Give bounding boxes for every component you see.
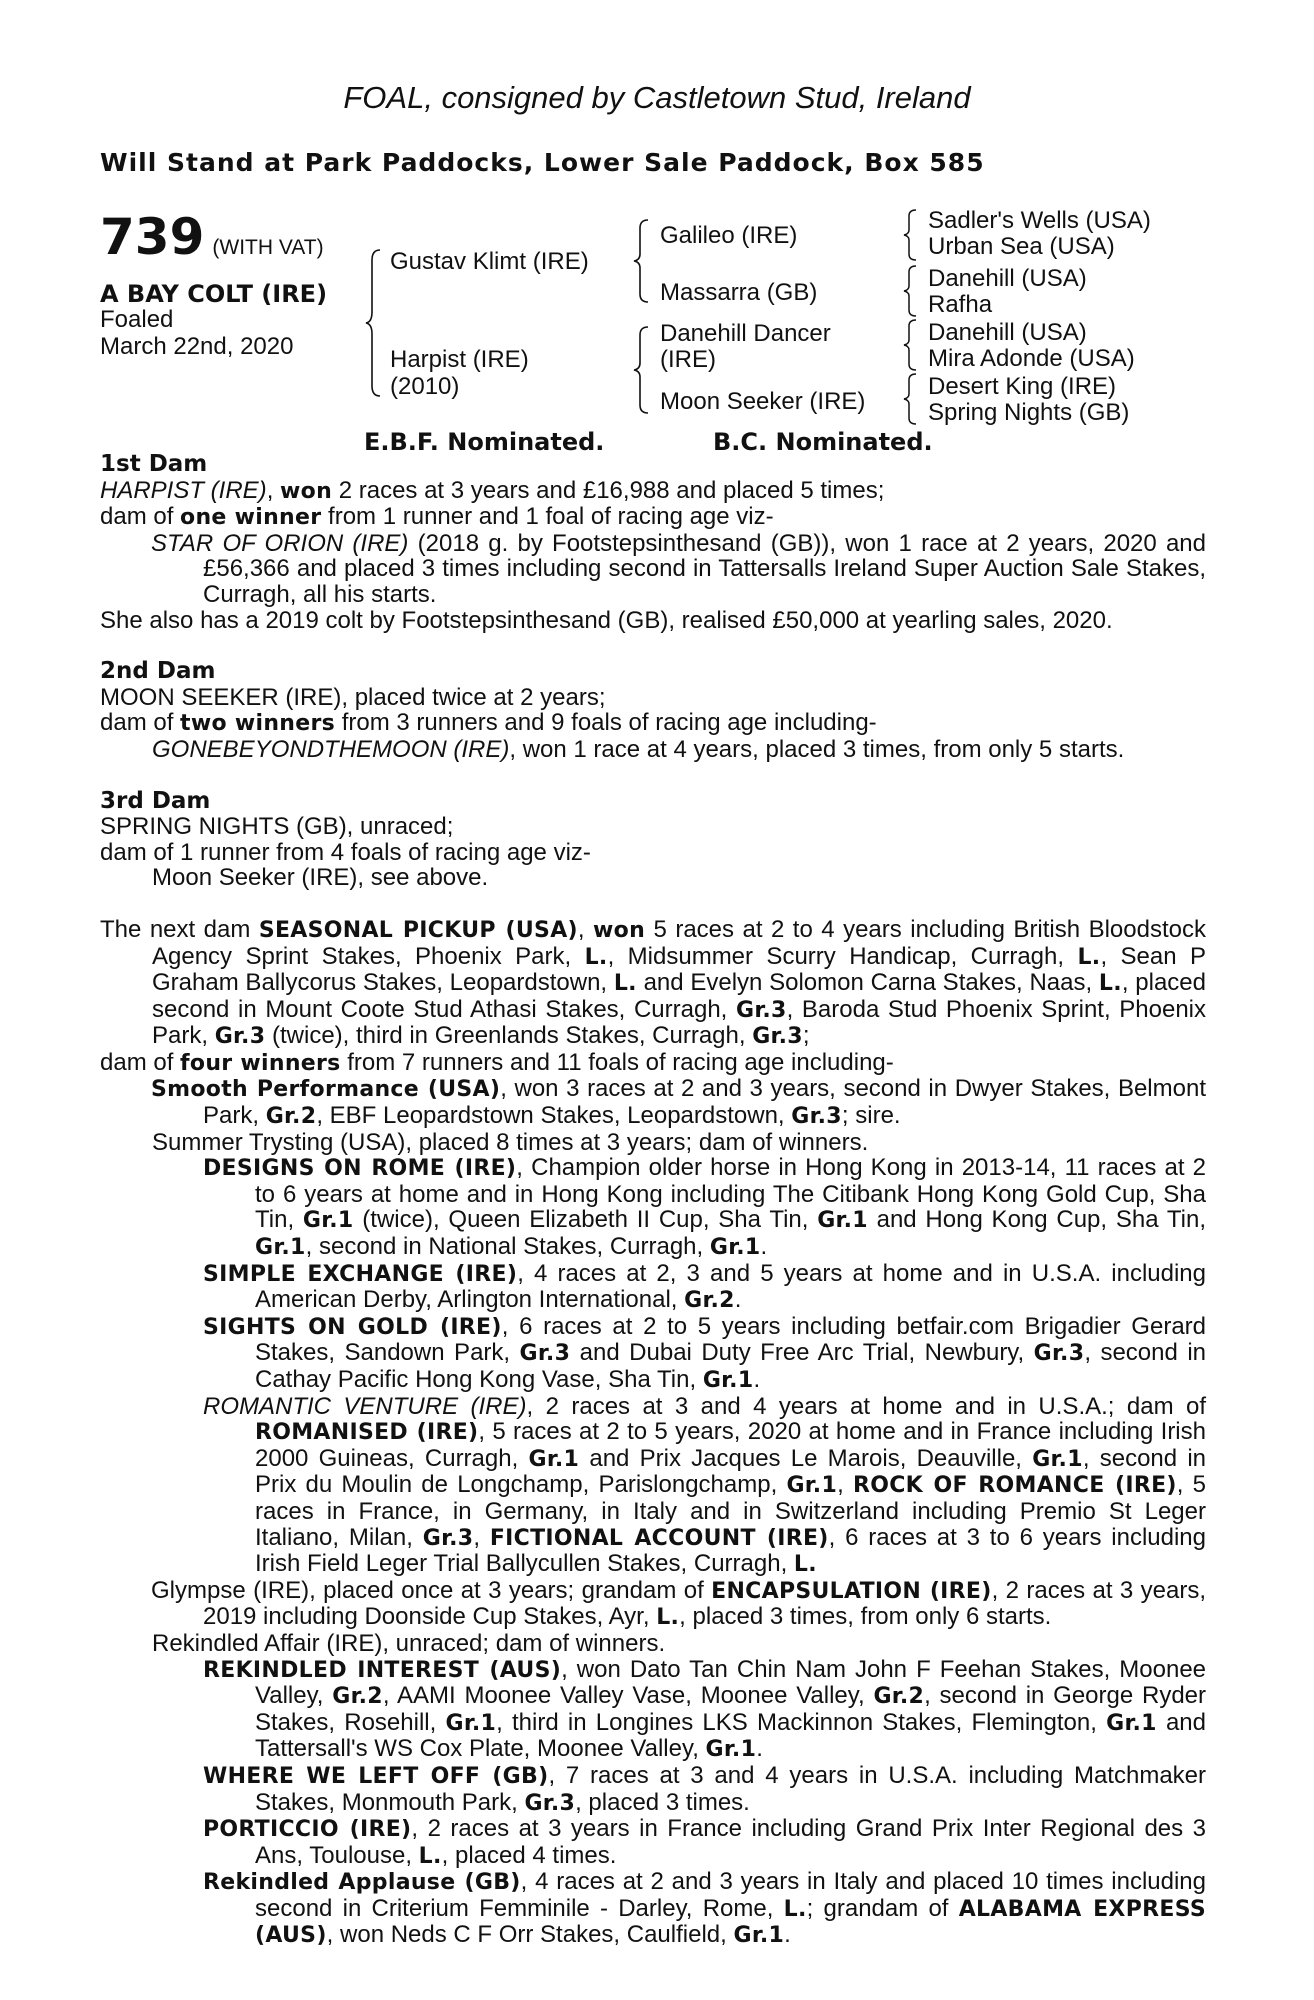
bc-nominated: B.C. Nominated. — [713, 428, 933, 456]
foaled-label: Foaled — [100, 306, 174, 333]
produce-smooth-performance: Smooth Performance (USA), won 3 races at 2 and 3 years, second in Dwyer Stakes, Belmont Park, Gr.2, EBF Leopardstown Stakes, Leopardstown, Gr.3; sire. — [151, 1075, 1206, 1130]
next-dam-produce: dam of four winners from 7 runners and 11 foals of racing age including- — [100, 1048, 894, 1076]
second-dam-line: MOON SEEKER (IRE), placed twice at 2 years; — [100, 683, 606, 711]
pedigree-dam-sire-line2: (IRE) — [660, 346, 716, 373]
produce-where-we-left-off: WHERE WE LEFT OFF (GB), 7 races at 3 and 4 years in U.S.A. including Matchmaker Stakes, Monmouth Park, Gr.3, placed 3 times. — [203, 1761, 1207, 1816]
pedigree-dam-line2: (2010) — [390, 373, 460, 400]
produce-summer-trysting: Summer Trysting (USA), placed 8 times at 3 years; dam of winners. — [152, 1128, 869, 1156]
second-dam-foal: GONEBEYONDTHEMOON (IRE), won 1 race at 4 years, placed 3 times, from only 5 starts. — [152, 735, 1125, 763]
first-dam-heading: 1st Dam — [100, 451, 208, 477]
gg4-brace — [902, 372, 920, 426]
produce-designs-on-rome: DESIGNS ON ROME (IRE), Champion older horse in Hong Kong in 2013-14, 11 races at 2 to 6 years at home and in Hong Kong including The Citibank Hong Kong Gold Cup, Sha Tin, Gr.1 (twice), Queen Elizabeth II Cup, Sha Tin, Gr.1 and Hong Kong Cup, Sha Tin, Gr.1, second in National Stakes, Curragh, Gr.1. — [203, 1154, 1206, 1261]
produce-rekindled-interest: REKINDLED INTEREST (AUS), won Dato Tan Chin Nam John F Feehan Stakes, Moonee Valley, Gr.2, AAMI Moonee Valley Vase, Moonee Valley, Gr.2, second in George Ryder Stakes, Rosehill, Gr.1, third in Longines LKS Mackinnon Stakes, Flemington, Gr.1 and Tattersall's WS Cox Plate, Moonee Valley, Gr.1. — [203, 1655, 1207, 1763]
pedigree-gg3b: Mira Adonde (USA) — [928, 345, 1135, 372]
produce-record — [100, 452, 1206, 1949]
lot-number: 739 — [100, 208, 205, 266]
gg1-brace — [902, 208, 920, 262]
gg3-brace — [902, 318, 920, 372]
produce-rekindled-affair: Rekindled Affair (IRE), unraced; dam of winners. — [152, 1629, 666, 1657]
pedigree-gg4b: Spring Nights (GB) — [928, 399, 1130, 426]
pedigree-dam-line1: Harpist (IRE) — [390, 346, 529, 373]
produce-simple-exchange: SIMPLE EXCHANGE (IRE), 4 races at 2, 3 and 5 years at home and in U.S.A. including American Derby, Arlington International, Gr.2. — [203, 1259, 1206, 1314]
pedigree-gg2a: Danehill (USA) — [928, 265, 1087, 292]
pedigree-dam-dam: Moon Seeker (IRE) — [660, 388, 866, 415]
produce-rekindled-applause: Rekindled Applause (GB), 4 races at 2 and 3 years in Italy and placed 10 times including second in Criterium Femminile - Darley, Rome, L.; grandam of ALABAMA EXPRESS (AUS), won Neds C F Orr Stakes, Caulfield, Gr.1. — [203, 1868, 1206, 1949]
vat-label: (WITH VAT) — [212, 236, 324, 259]
pedigree-sire-sire: Galileo (IRE) — [660, 222, 798, 249]
foaled-date: March 22nd, 2020 — [100, 333, 294, 360]
stand-location: Will Stand at Park Paddocks, Lower Sale Paddock, Box 585 — [100, 148, 985, 177]
produce-glympse: Glympse (IRE), placed once at 3 years; grandam of ENCAPSULATION (IRE), 2 races at 3 years, 2019 including Doonside Cup Stakes, Ayr, L., placed 3 times, from only 6 starts. — [151, 1576, 1206, 1631]
ebf-nominated: E.B.F. Nominated. — [364, 428, 605, 456]
pedigree-gg2b: Rafha — [928, 291, 993, 318]
page-title: FOAL, consigned by Castletown Stud, Ireland — [343, 80, 971, 115]
lot-name: A BAY COLT (IRE) — [100, 280, 328, 308]
sire-dam-brace — [364, 248, 384, 398]
third-dam-foal: Moon Seeker (IRE), see above. — [152, 864, 489, 892]
second-dam-produce: dam of two winners from 3 runners and 9 foals of racing age including- — [100, 709, 877, 737]
third-dam-heading: 3rd Dam — [100, 787, 211, 814]
gg2-brace — [902, 264, 920, 318]
pedigree-gg1b: Urban Sea (USA) — [928, 233, 1115, 260]
pedigree-gg4a: Desert King (IRE) — [928, 373, 1117, 400]
lot-number-block — [100, 208, 324, 266]
first-dam-note: She also has a 2019 colt by Footstepsinthesand (GB), realised £50,000 at yearling sales, 2020. — [100, 606, 1113, 634]
first-dam-produce: dam of one winner from 1 runner and 1 foal of racing age viz- — [100, 503, 774, 531]
dam-brace — [632, 325, 652, 415]
sire-brace — [632, 218, 652, 304]
first-dam-foal: STAR OF ORION (IRE) (2018 g. by Footstepsinthesand (GB)), won 1 race at 2 years, 2020 and £56,366 and placed 3 times including second in Tattersalls Ireland Super Auction Sale Stakes, Curragh, all his starts. — [151, 529, 1206, 608]
first-dam-line: HARPIST (IRE), won 2 races at 3 years and £16,988 and placed 5 times; — [100, 476, 885, 504]
pedigree-sire: Gustav Klimt (IRE) — [390, 248, 589, 275]
pedigree-gg1a: Sadler's Wells (USA) — [928, 207, 1151, 234]
pedigree-dam-sire-line1: Danehill Dancer — [660, 320, 831, 347]
third-dam-produce: dam of 1 runner from 4 foals of racing age viz- — [100, 838, 591, 866]
produce-romantic-venture: ROMANTIC VENTURE (IRE), 2 races at 3 and 4 years at home and in U.S.A.; dam of ROMANISED (IRE), 5 races at 2 to 5 years, 2020 at home and in France including Irish 2000 Guineas, Curragh, Gr.1 and Prix Jacques Le Marois, Deauville, Gr.1, second in Prix du Moulin de Longchamp, Parislongchamp, Gr.1, ROCK OF ROMANCE (IRE), 5 races in France, in Germany, in Italy and in Switzerland including Premio St Leger Italiano, Milan, Gr.3, FICTIONAL ACCOUNT (IRE), 6 races at 3 to 6 years including Irish Field Leger Trial Ballycullen Stakes, Curragh, L. — [203, 1392, 1207, 1578]
pedigree-gg3a: Danehill (USA) — [928, 319, 1087, 346]
produce-sights-on-gold: SIGHTS ON GOLD (IRE), 6 races at 2 to 5 years including betfair.com Brigadier Gerard Stakes, Sandown Park, Gr.3 and Dubai Duty Free Arc Trial, Newbury, Gr.3, second in Cathay Pacific Hong Kong Vase, Sha Tin, Gr.1. — [203, 1312, 1207, 1393]
pedigree-sire-dam: Massarra (GB) — [660, 279, 818, 306]
second-dam-heading: 2nd Dam — [100, 658, 216, 685]
produce-porticcio: PORTICCIO (IRE), 2 races at 3 years in France including Grand Prix Inter Regional des 3 Ans, Toulouse, L., placed 4 times. — [203, 1815, 1206, 1869]
third-dam-line: SPRING NIGHTS (GB), unraced; — [100, 813, 454, 841]
next-dam-paragraph: The next dam SEASONAL PICKUP (USA), won 5 races at 2 to 4 years including British Bloodstock Agency Sprint Stakes, Phoenix Park, L., Midsummer Scurry Handicap, Curragh, L., Sean P Graham Ballycorus Stakes, Leopardstown, L. and Evelyn Solomon Carna Stakes, Naas, L., placed second in Mount Coote Stud Athasi Stakes, Curragh, Gr.3, Baroda Stud Phoenix Sprint, Phoenix Park, Gr.3 (twice), third in Greenlands Stakes, Curragh, Gr.3; — [100, 915, 1207, 1050]
